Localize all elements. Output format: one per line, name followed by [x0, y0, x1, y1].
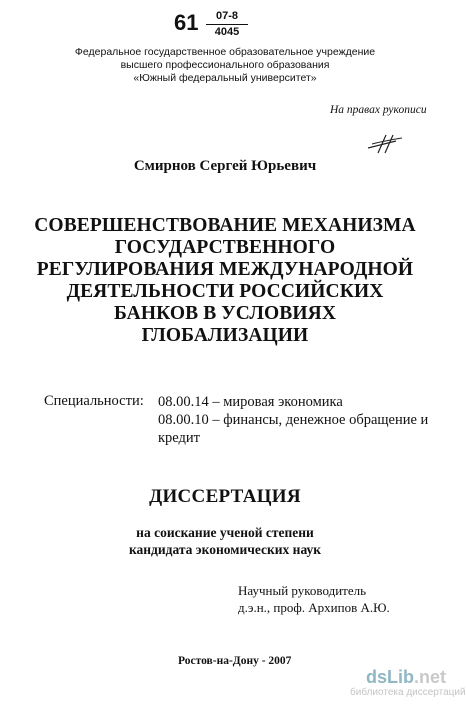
author-name: Смирнов Сергей Юрьевич [133, 158, 317, 174]
specialty-line: 08.00.10 – финансы, денежное обращение и [158, 412, 429, 428]
call-number-top: 07-8 [215, 10, 239, 22]
specialties-list [158, 393, 438, 447]
signature-mark [366, 132, 406, 154]
adviser-block [238, 582, 390, 616]
watermark-name-main: dsLib [365, 667, 414, 687]
specialties-label: Специальности: [44, 393, 144, 409]
document-type: ДИССЕРТАЦИЯ [149, 486, 301, 507]
call-number-divider [206, 24, 248, 25]
call-number-fraction [206, 10, 248, 39]
title-line: ДЕЯТЕЛЬНОСТИ РОССИЙСКИХ [66, 281, 384, 302]
title-line: РЕГУЛИРОВАНИЯ МЕЖДУНАРОДНОЙ [36, 259, 414, 280]
degree-line: кандидата экономических наук [128, 542, 322, 557]
dissertation-title [0, 215, 450, 347]
adviser-line: Научный руководитель [238, 583, 367, 598]
degree-line: на соискание ученой степени [136, 525, 314, 540]
adviser-line: д.э.н., проф. Архипов А.Ю. [238, 600, 390, 615]
call-number-main: 61 [174, 10, 199, 35]
degree-block [0, 524, 450, 558]
institution-line: высшего профессионального образования [120, 59, 330, 71]
institution-line: «Южный федеральный университет» [133, 72, 317, 84]
title-line: БАНКОВ В УСЛОВИЯХ [113, 303, 337, 324]
institution-block [0, 46, 450, 85]
watermark-logo [350, 667, 466, 699]
specialty-line: 08.00.14 – мировая экономика [158, 394, 343, 410]
watermark-name [350, 667, 446, 687]
title-line: ГЛОБАЛИЗАЦИИ [141, 325, 309, 346]
institution-line: Федеральное государственное образовательное учреждение [74, 46, 376, 58]
watermark-subtitle: библиотека диссертаций [350, 687, 466, 698]
title-line: СОВЕРШЕНСТВОВАНИЕ МЕХАНИЗМА [34, 215, 416, 236]
city-year: Ростов-на-Дону - 2007 [178, 655, 292, 667]
rights-note: На правах рукописи [330, 104, 427, 116]
watermark-name-tld: .net [413, 667, 446, 687]
specialty-line: кредит [158, 430, 201, 446]
title-line: ГОСУДАРСТВЕННОГО [114, 237, 336, 258]
call-number-bottom: 4045 [214, 26, 240, 38]
